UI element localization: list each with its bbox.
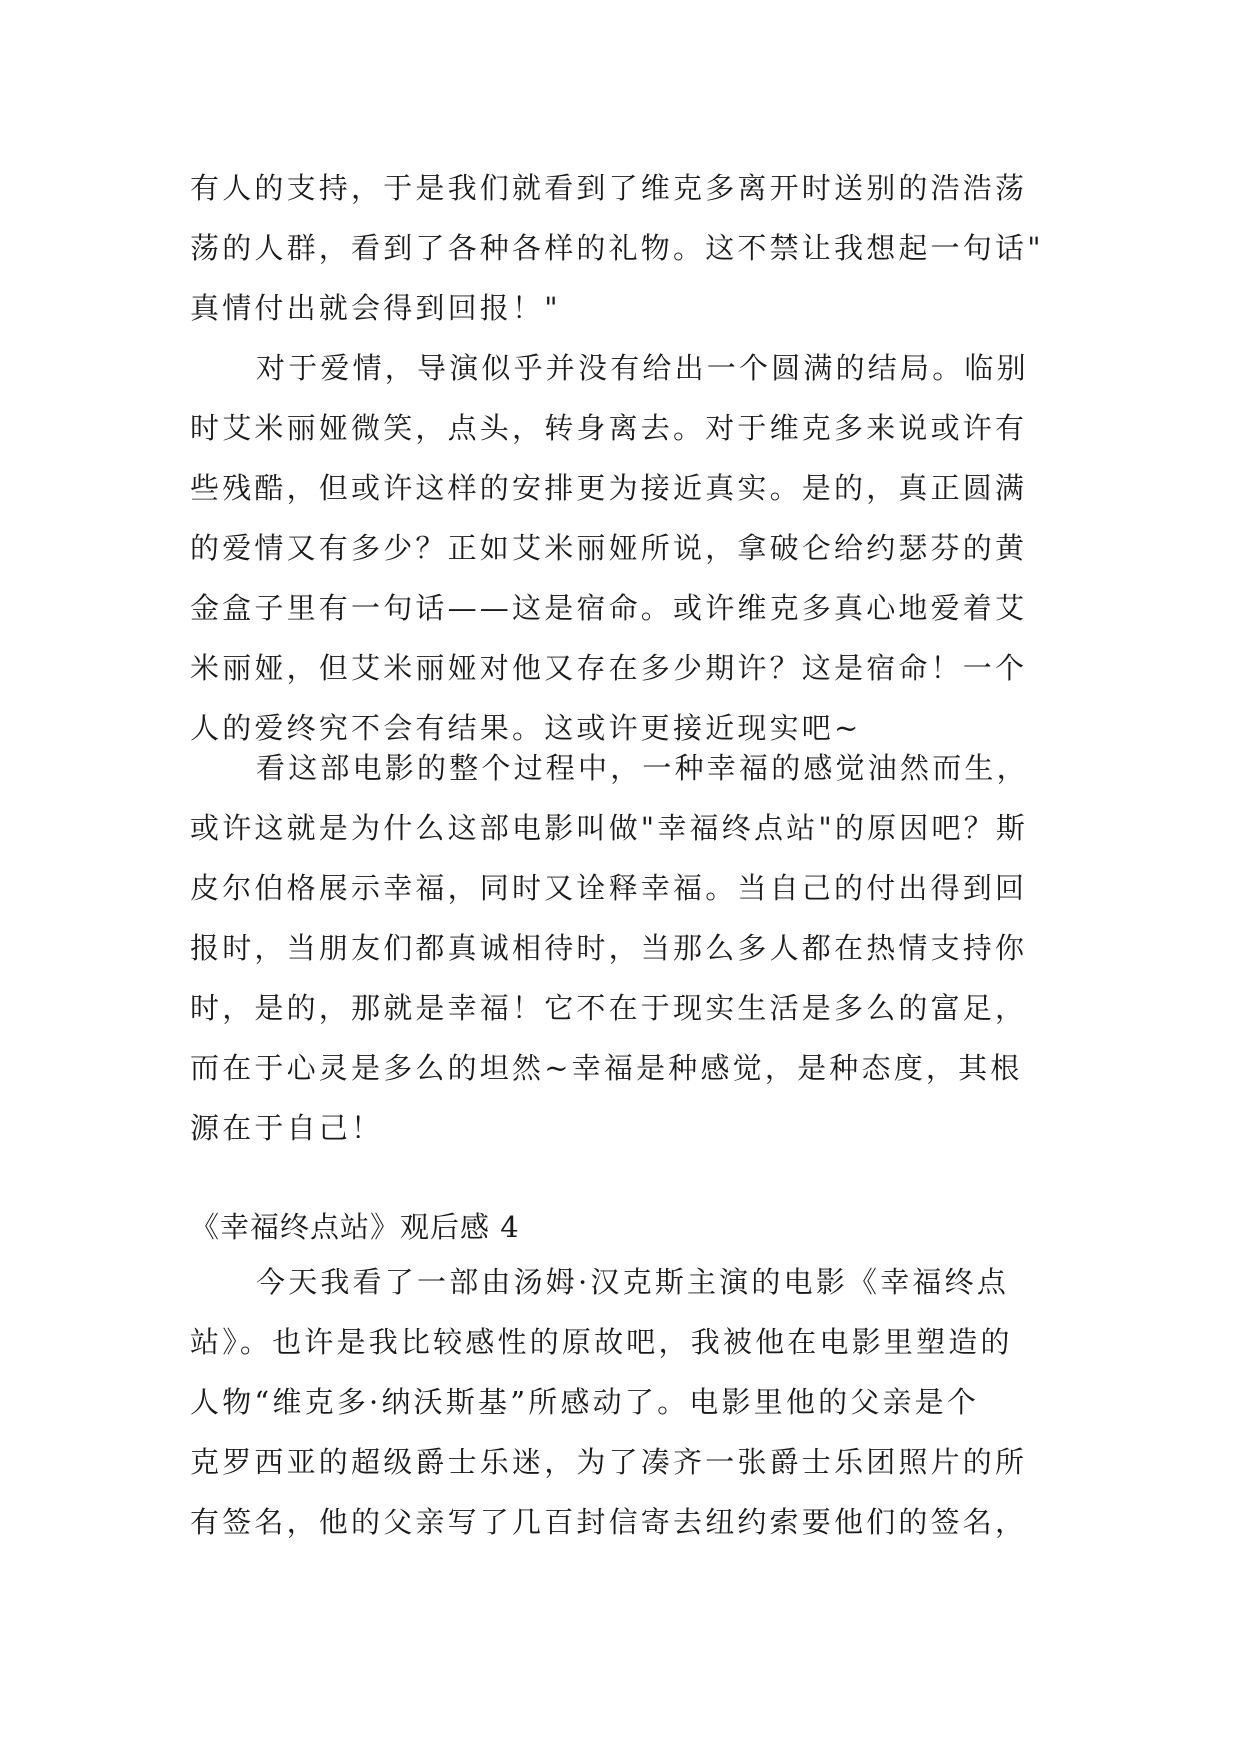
text-line: 站》。也许是我比较感性的原故吧，我被他在电影里塑造的 [190, 1325, 1013, 1359]
text-line: 而在于心灵是多么的坦然~幸福是种感觉，是种态度，其根 [190, 1051, 1023, 1085]
text-line: 皮尔伯格展示幸福，同时又诠释幸福。当自己的付出得到回 [190, 871, 1028, 905]
text-line: 克罗西亚的超级爵士乐迷，为了凑齐一张爵士乐团照片的所 [190, 1445, 1028, 1479]
text-line: 人的爱终究不会有结果。这或许更接近现实吧~ [190, 711, 862, 745]
text-line: 荡的人群，看到了各种各样的礼物。这不禁让我想起一句话" [190, 231, 1044, 265]
text-line: 对于爱情，导演似乎并没有给出一个圆满的结局。临别 [256, 351, 1029, 385]
text-line: 看这部电影的整个过程中，一种幸福的感觉油然而生， [256, 751, 1029, 785]
text-line: 有签名，他的父亲写了几百封信寄去纽约索要他们的签名， [190, 1505, 1028, 1539]
paragraph-love [190, 338, 1060, 758]
text-line: 时，是的，那就是幸福！它不在于现实生活是多么的富足， [190, 991, 1028, 1025]
paragraph-happiness [190, 738, 1060, 1158]
text-line: 金盒子里有一句话——这是宿命。或许维克多真心地爱着艾 [190, 591, 1028, 625]
paragraph-continuation [190, 158, 1060, 338]
text-line: 今天我看了一部由汤姆·汉克斯主演的电影《幸福终点 [256, 1265, 1010, 1299]
text-line: 米丽娅，但艾米丽娅对他又存在多少期许？这是宿命！一个 [190, 651, 1028, 685]
text-line: 有人的支持，于是我们就看到了维克多离开时送别的浩浩荡 [190, 171, 1028, 205]
text-line: 些残酷，但或许这样的安排更为接近真实。是的，真正圆满 [190, 471, 1028, 505]
text-line: 时艾米丽娅微笑，点头，转身离去。对于维克多来说或许有 [190, 411, 1028, 445]
text-line: 人物“维克多·纳沃斯基”所感动了。电影里他的父亲是个 [190, 1385, 980, 1419]
paragraph-section-4 [190, 1252, 1060, 1552]
text-line: 源在于自己！ [190, 1111, 384, 1145]
section-heading: 《幸福终点站》观后感 4 [190, 1210, 520, 1244]
text-line: 或许这就是为什么这部电影叫做"幸福终点站"的原因吧？斯 [190, 811, 1029, 845]
text-line: 的爱情又有多少？正如艾米丽娅所说，拿破仑给约瑟芬的黄 [190, 531, 1028, 565]
text-line: 报时，当朋友们都真诚相待时，当那么多人都在热情支持你 [190, 931, 1028, 965]
text-line: 真情付出就会得到回报！" [190, 291, 561, 325]
